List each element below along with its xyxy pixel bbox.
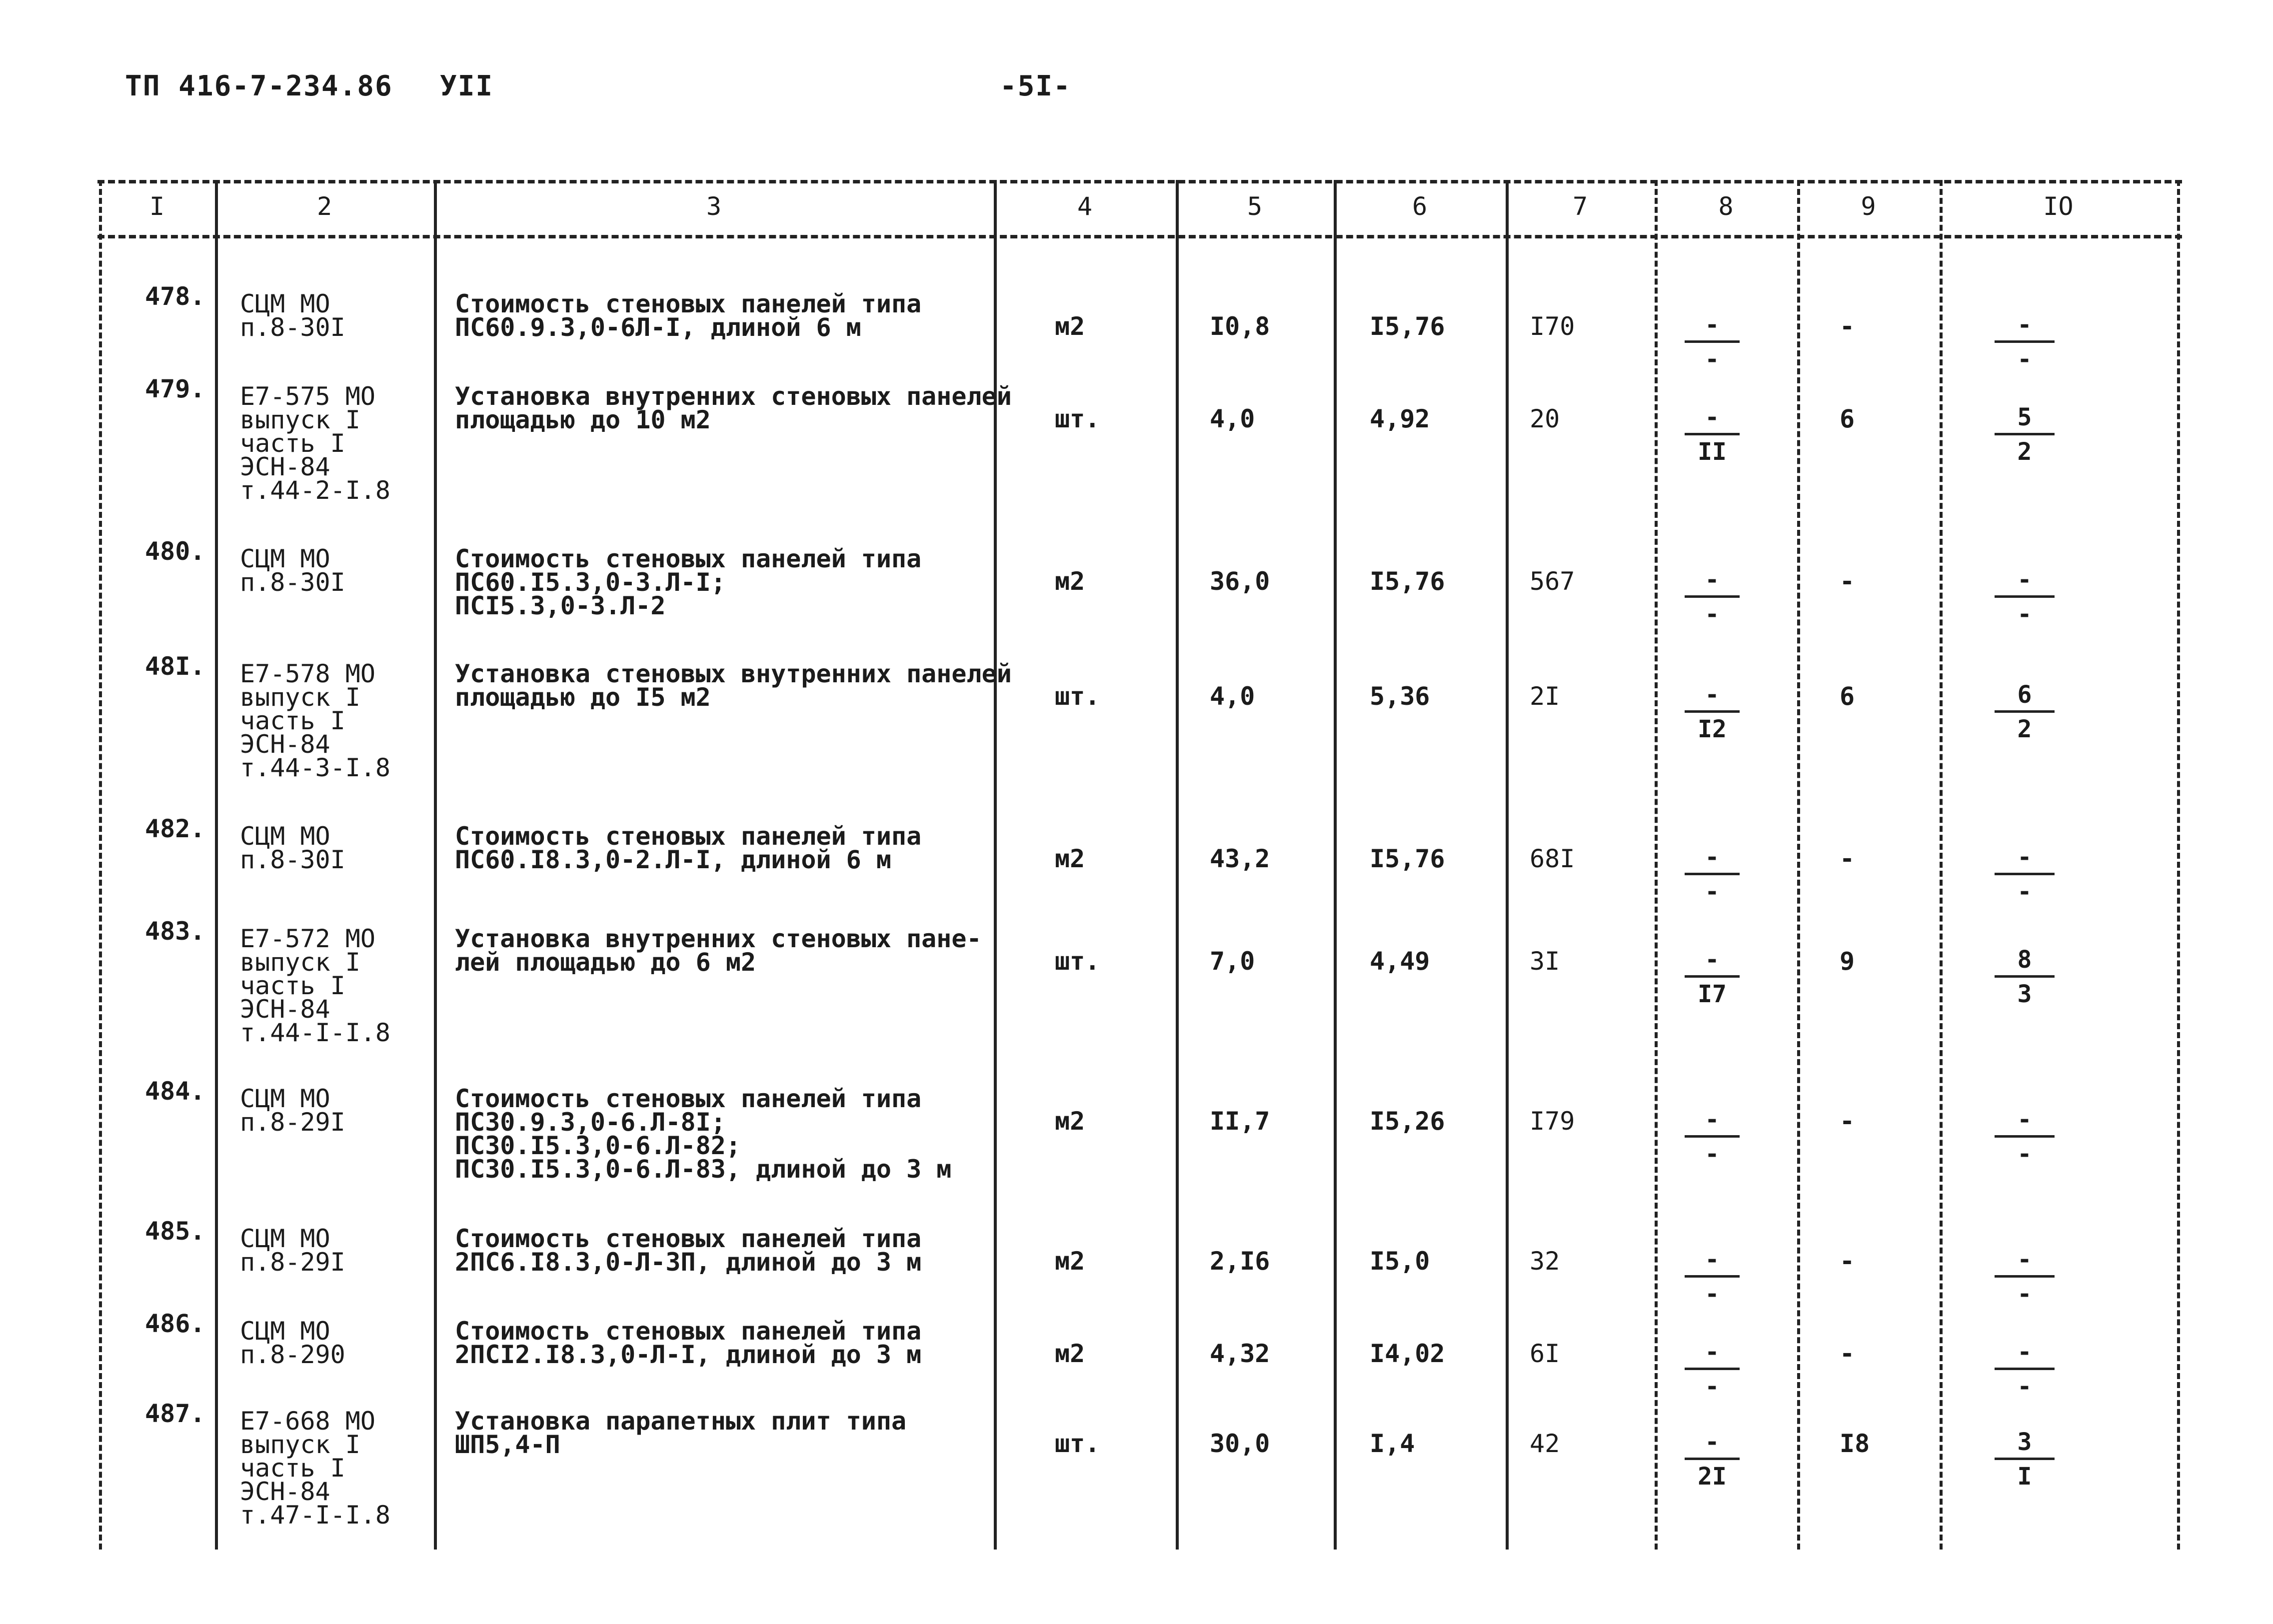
- norm-code: Е7-578 МО выпуск I часть I ЭСН-84 т.44-3-I.8: [240, 659, 391, 782]
- quantity: 43,2: [1210, 844, 1270, 873]
- row-number: 48I.: [145, 652, 205, 681]
- col10-fraction: [1995, 682, 2055, 742]
- col8-fraction-numerator: -: [1705, 566, 1720, 594]
- unit-price: I5,76: [1370, 567, 1445, 596]
- unit-price: 4,92: [1370, 404, 1430, 433]
- norm-code: СЦМ МО п.8-290: [240, 1317, 345, 1369]
- quantity: 7,0: [1210, 947, 1255, 976]
- col8-fraction-denominator: I7: [1698, 980, 1727, 1008]
- col8-fraction-numerator: -: [1705, 311, 1720, 339]
- document-code: ТП 416-7-234.86: [125, 70, 393, 102]
- col8-fraction-numerator: -: [1705, 1338, 1720, 1366]
- col8-fraction: [1685, 682, 1740, 742]
- work-description: Стоимость стеновых панелей типа 2ПС6.I8.3,0-Л-3П, длиной до 3 м: [455, 1224, 922, 1277]
- col9-value: -: [1840, 567, 1855, 596]
- norm-code: СЦМ МО п.8-30I: [240, 822, 345, 874]
- norm-code: СЦМ МО п.8-29I: [240, 1224, 345, 1277]
- norm-code: СЦМ МО п.8-30I: [240, 289, 345, 342]
- column-header: 9: [1861, 192, 1876, 221]
- column-divider: [1797, 180, 1800, 1550]
- col8-fraction-denominator: -: [1705, 1373, 1720, 1401]
- col10-fraction-denominator: 2: [2017, 715, 2032, 743]
- unit-price: I4,02: [1370, 1339, 1445, 1368]
- unit: шт.: [1055, 682, 1100, 711]
- col8-fraction-denominator: -: [1705, 600, 1720, 628]
- col8-fraction: [1685, 1340, 1740, 1399]
- col10-fraction-bar: [1995, 1135, 2055, 1138]
- col8-fraction-denominator: II: [1698, 438, 1727, 466]
- col8-fraction: [1685, 312, 1740, 372]
- col10-fraction-denominator: 2: [2017, 438, 2032, 466]
- work-description: Стоимость стеновых панелей типа ПС60.9.3,0-6Л-I, длиной 6 м: [455, 289, 922, 342]
- total-cost: 3I: [1530, 947, 1560, 976]
- col8-fraction-numerator: -: [1705, 1106, 1720, 1134]
- col10-fraction-denominator: -: [2017, 1373, 2032, 1401]
- unit-price: I,4: [1370, 1429, 1415, 1458]
- col10-fraction: [1995, 1340, 2055, 1399]
- work-description: Установка внутренних стеновых панелей площадью до 10 м2: [455, 382, 1012, 434]
- col10-fraction-denominator: -: [2017, 600, 2032, 628]
- unit: м2: [1055, 567, 1085, 596]
- work-description: Установка внутренних стеновых пане- лей площадью до 6 м2: [455, 924, 982, 977]
- quantity: 36,0: [1210, 567, 1270, 596]
- col10-fraction-denominator: -: [2017, 345, 2032, 373]
- table-top-rule: [97, 180, 2182, 183]
- work-description: Стоимость стеновых панелей типа ПС60.I5.3,0-3.Л-I; ПСI5.3,0-3.Л-2: [455, 544, 922, 620]
- column-header: I: [149, 192, 165, 221]
- col8-fraction-denominator: -: [1705, 345, 1720, 373]
- col8-fraction: [1685, 1247, 1740, 1307]
- col10-fraction-numerator: -: [2017, 1106, 2032, 1134]
- col9-value: 9: [1840, 947, 1855, 976]
- row-number: 483.: [145, 917, 205, 946]
- row-number: 485.: [145, 1217, 205, 1246]
- quantity: 2,I6: [1210, 1247, 1270, 1276]
- quantity: 30,0: [1210, 1429, 1270, 1458]
- col8-fraction-bar: [1685, 340, 1740, 343]
- norm-code: Е7-575 МО выпуск I часть I ЭСН-84 т.44-2-I.8: [240, 382, 391, 505]
- col8-fraction-denominator: 2I: [1698, 1463, 1727, 1491]
- norm-code: Е7-668 МО выпуск I часть I ЭСН-84 т.47-I-I.8: [240, 1407, 391, 1530]
- col8-fraction-bar: [1685, 975, 1740, 978]
- col10-fraction-bar: [1995, 873, 2055, 875]
- unit: м2: [1055, 844, 1085, 873]
- norm-code: СЦМ МО п.8-30I: [240, 544, 345, 597]
- col9-value: -: [1840, 1339, 1855, 1368]
- column-header: 8: [1718, 192, 1734, 221]
- total-cost: 567: [1530, 567, 1575, 596]
- norm-code: СЦМ МО п.8-29I: [240, 1084, 345, 1137]
- total-cost: 2I: [1530, 682, 1560, 711]
- col10-fraction: [1995, 1247, 2055, 1307]
- unit: м2: [1055, 1247, 1085, 1276]
- col10-fraction-denominator: -: [2017, 878, 2032, 906]
- column-divider: [434, 180, 437, 1550]
- col10-fraction-bar: [1995, 433, 2055, 435]
- unit: шт.: [1055, 947, 1100, 976]
- column-header: 5: [1247, 192, 1263, 221]
- col8-fraction-bar: [1685, 873, 1740, 875]
- col10-fraction-numerator: 8: [2017, 946, 2032, 974]
- row-number: 479.: [145, 374, 205, 403]
- col8-fraction-numerator: -: [1705, 1246, 1720, 1274]
- col10-fraction-bar: [1995, 595, 2055, 598]
- column-divider: [99, 180, 102, 1550]
- col9-value: -: [1840, 1247, 1855, 1276]
- row-number: 482.: [145, 814, 205, 843]
- col10-fraction: [1995, 1107, 2055, 1167]
- col8-fraction-denominator: I2: [1698, 715, 1727, 743]
- unit-price: I5,76: [1370, 312, 1445, 341]
- column-divider: [1334, 180, 1337, 1550]
- row-number: 480.: [145, 537, 205, 566]
- col8-fraction: [1685, 567, 1740, 627]
- quantity: II,7: [1210, 1107, 1270, 1136]
- norm-code: Е7-572 МО выпуск I часть I ЭСН-84 т.44-I-I.8: [240, 924, 391, 1047]
- column-divider: [1176, 180, 1179, 1550]
- col10-fraction-bar: [1995, 975, 2055, 978]
- col10-fraction-bar: [1995, 1275, 2055, 1278]
- work-description: Стоимость стеновых панелей типа ПС60.I8.3,0-2.Л-I, длиной 6 м: [455, 822, 922, 874]
- col10-fraction-denominator: -: [2017, 1140, 2032, 1168]
- col8-fraction-denominator: -: [1705, 1140, 1720, 1168]
- col10-fraction-numerator: -: [2017, 566, 2032, 594]
- total-cost: 42: [1530, 1429, 1560, 1458]
- col8-fraction: [1685, 947, 1740, 1007]
- col10-fraction: [1995, 947, 2055, 1007]
- unit-price: I5,0: [1370, 1247, 1430, 1276]
- column-divider: [1655, 180, 1658, 1550]
- col10-fraction-bar: [1995, 340, 2055, 343]
- col8-fraction-denominator: -: [1705, 1280, 1720, 1308]
- column-header: 6: [1412, 192, 1428, 221]
- row-number: 478.: [145, 282, 205, 311]
- work-description: Стоимость стеновых панелей типа 2ПСI2.I8.3,0-Л-I, длиной до 3 м: [455, 1317, 922, 1369]
- col10-fraction-numerator: -: [2017, 1338, 2032, 1366]
- col10-fraction-numerator: -: [2017, 843, 2032, 871]
- table-header-rule: [97, 235, 2182, 238]
- column-header: 7: [1572, 192, 1588, 221]
- col10-fraction: [1995, 845, 2055, 904]
- work-description: Установка парапетных плит типа ШП5,4-П: [455, 1407, 907, 1459]
- unit: шт.: [1055, 404, 1100, 433]
- unit: м2: [1055, 1339, 1085, 1368]
- col8-fraction-denominator: -: [1705, 878, 1720, 906]
- col10-fraction-bar: [1995, 1368, 2055, 1370]
- col10-fraction-numerator: 6: [2017, 681, 2032, 709]
- col8-fraction-bar: [1685, 1368, 1740, 1370]
- col9-value: -: [1840, 1107, 1855, 1136]
- col8-fraction-bar: [1685, 595, 1740, 598]
- row-number: 486.: [145, 1309, 205, 1338]
- col8-fraction-bar: [1685, 1135, 1740, 1138]
- col8-fraction-bar: [1685, 1275, 1740, 1278]
- col10-fraction-numerator: -: [2017, 311, 2032, 339]
- col10-fraction-bar: [1995, 710, 2055, 713]
- unit: шт.: [1055, 1429, 1100, 1458]
- col8-fraction-bar: [1685, 710, 1740, 713]
- document-part: УII: [440, 70, 494, 102]
- col10-fraction-numerator: -: [2017, 1246, 2032, 1274]
- col8-fraction: [1685, 1430, 1740, 1489]
- col10-fraction-numerator: 3: [2017, 1428, 2032, 1456]
- unit: м2: [1055, 312, 1085, 341]
- col8-fraction-numerator: -: [1705, 1428, 1720, 1456]
- page-number: -5I-: [1000, 70, 1071, 102]
- work-description: Стоимость стеновых панелей типа ПС30.9.3,0-6.Л-8I; ПС30.I5.3,0-6.Л-82; ПС30.I5.3,0-6.Л-83, длиной до 3 м: [455, 1084, 952, 1184]
- col8-fraction-bar: [1685, 433, 1740, 435]
- column-header: 4: [1077, 192, 1093, 221]
- col8-fraction-numerator: -: [1705, 403, 1720, 431]
- col8-fraction: [1685, 845, 1740, 904]
- column-divider: [2177, 180, 2180, 1550]
- col10-fraction-denominator: I: [2017, 1463, 2032, 1491]
- quantity: 4,32: [1210, 1339, 1270, 1368]
- col10-fraction-numerator: 5: [2017, 403, 2032, 431]
- col9-value: -: [1840, 844, 1855, 873]
- column-divider: [215, 180, 218, 1550]
- col9-value: 6: [1840, 404, 1855, 433]
- col8-fraction-numerator: -: [1705, 681, 1720, 709]
- col8-fraction-bar: [1685, 1458, 1740, 1460]
- col10-fraction: [1995, 405, 2055, 464]
- unit-price: 5,36: [1370, 682, 1430, 711]
- unit: м2: [1055, 1107, 1085, 1136]
- row-number: 484.: [145, 1077, 205, 1106]
- column-header: 2: [316, 192, 332, 221]
- total-cost: I70: [1530, 312, 1575, 341]
- total-cost: I79: [1530, 1107, 1575, 1136]
- unit-price: I5,26: [1370, 1107, 1445, 1136]
- work-description: Установка стеновых внутренних панелей площадью до I5 м2: [455, 659, 1012, 712]
- total-cost: 20: [1530, 404, 1560, 433]
- col10-fraction: [1995, 312, 2055, 372]
- col8-fraction: [1685, 405, 1740, 464]
- col10-fraction: [1995, 567, 2055, 627]
- quantity: 4,0: [1210, 682, 1255, 711]
- col10-fraction-bar: [1995, 1458, 2055, 1460]
- col9-value: 6: [1840, 682, 1855, 711]
- col10-fraction-denominator: -: [2017, 1280, 2032, 1308]
- col8-fraction-numerator: -: [1705, 843, 1720, 871]
- col10-fraction: [1995, 1430, 2055, 1489]
- col10-fraction-denominator: 3: [2017, 980, 2032, 1008]
- col8-fraction-numerator: -: [1705, 946, 1720, 974]
- column-divider: [1506, 180, 1509, 1550]
- col8-fraction: [1685, 1107, 1740, 1167]
- row-number: 487.: [145, 1399, 205, 1428]
- unit-price: 4,49: [1370, 947, 1430, 976]
- quantity: 4,0: [1210, 404, 1255, 433]
- column-header: 3: [706, 192, 722, 221]
- quantity: I0,8: [1210, 312, 1270, 341]
- col9-value: I8: [1840, 1429, 1870, 1458]
- total-cost: 68I: [1530, 844, 1575, 873]
- column-divider: [1940, 180, 1943, 1550]
- total-cost: 32: [1530, 1247, 1560, 1276]
- total-cost: 6I: [1530, 1339, 1560, 1368]
- unit-price: I5,76: [1370, 844, 1445, 873]
- col9-value: -: [1840, 312, 1855, 341]
- column-header: IO: [2043, 192, 2074, 221]
